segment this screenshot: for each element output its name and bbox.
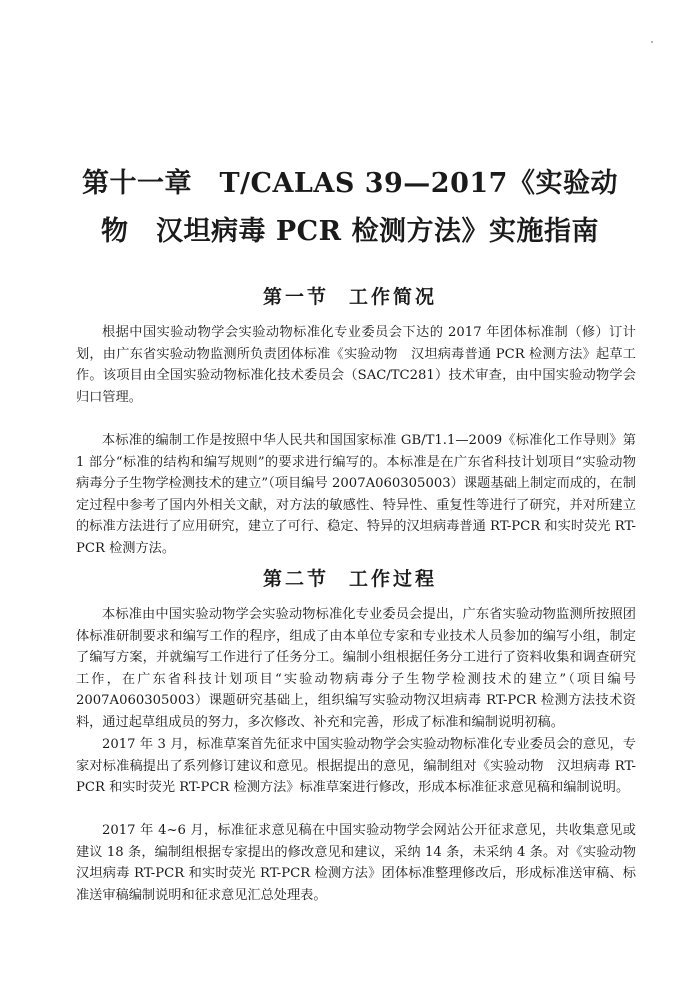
section-1-paragraph-2: 本标准的编制工作是按照中华人民共和国国家标准 GB/T1.1—2009《标准化工作导则》第 1 部分“标准的结构和编写规则”的要求进行编写的。本标准是在广东省科技计划项目“实验动物病毒分子生物学检测技术的建立”（项目编号 2007A060305003）课题基础上制定而成的，在制定过程中参考了国内外相关文献，对方法的敏感性、特异性、重复性等进行了研究，并对所建立的标准方法进行了应用研究，建立了可行、稳定、特异的汉坦病毒普通 RT-PCR 和实时荧光 RT-PCR 检测方法。 bbox=[76, 433, 636, 556]
chapter-title: 第十一章 T/CALAS 39—2017《实验动物 汉坦病毒 PCR 检测方法》实施指南 bbox=[82, 168, 618, 247]
section-1-heading bbox=[70, 284, 630, 310]
section-1-title: 工作简况 bbox=[349, 286, 438, 308]
section-2-paragraph-3: 2017 年 4~6 月，标准征求意见稿在中国实验动物学会网站公开征求意见，共收集意见或建议 18 条，编制组根据专家提出的修改意见和建议，采纳 14 条，未采纳 4 条。对《实验动物 汉坦病毒 RT-PCR 和实时荧光 RT-PCR 检测方法》团体标准整理修改后，形成标准送审稿、标准送审稿编制说明和征求意见汇总处理表。 bbox=[76, 823, 650, 903]
section-2-paragraph-2: 2017 年 3 月，标准草案首先征求中国实验动物学会实验动物标准化专业委员会的意见，专家对标准稿提出了系列修订建议和意见。根据提出的意见，编制组对《实验动物 汉坦病毒 RT-PCR 和实时荧光 RT-PCR 检测方法》标准草案进行修改，形成本标准征求意见稿和编制说明。 bbox=[76, 737, 636, 796]
section-2-title: 工作过程 bbox=[349, 568, 438, 590]
section-2-heading bbox=[70, 566, 630, 592]
section-1-paragraph-1: 根据中国实验动物学会实验动物标准化专业委员会下达的 2017 年团体标准制（修）订计划，由广东省实验动物监测所负责团体标准《实验动物 汉坦病毒普通 PCR 检测方法》起草工作。该项目由全国实验动物标准化技术委员会（SAC/TC281）技术审查，由中国实验动物学会归口管理。 bbox=[76, 325, 636, 405]
section-2-number: 第二节 bbox=[262, 568, 329, 590]
section-1-number: 第一节 bbox=[262, 286, 329, 308]
scan-speck bbox=[651, 41, 653, 43]
section-2-paragraph-1: 本标准由中国实验动物学会实验动物标准化专业委员会提出，广东省实验动物监测所按照团体标准研制要求和编写工作的程序，组成了由本单位专家和专业技术人员参加的编写小组，制定了编写方案，并就编写工作进行了任务分工。编制小组根据任务分工进行了资料收集和调查研究工作，在广东省科技计划项目“实验动物病毒分子生物学检测技术的建立”（项目编号 2007A060305003）课题研究基础上，组织编写实验动物汉坦病毒 RT-PCR 检测方法技术资料，通过起草组成员的努力，多次修改、补充和完善，形成了标准和编制说明初稿。 bbox=[76, 607, 636, 730]
